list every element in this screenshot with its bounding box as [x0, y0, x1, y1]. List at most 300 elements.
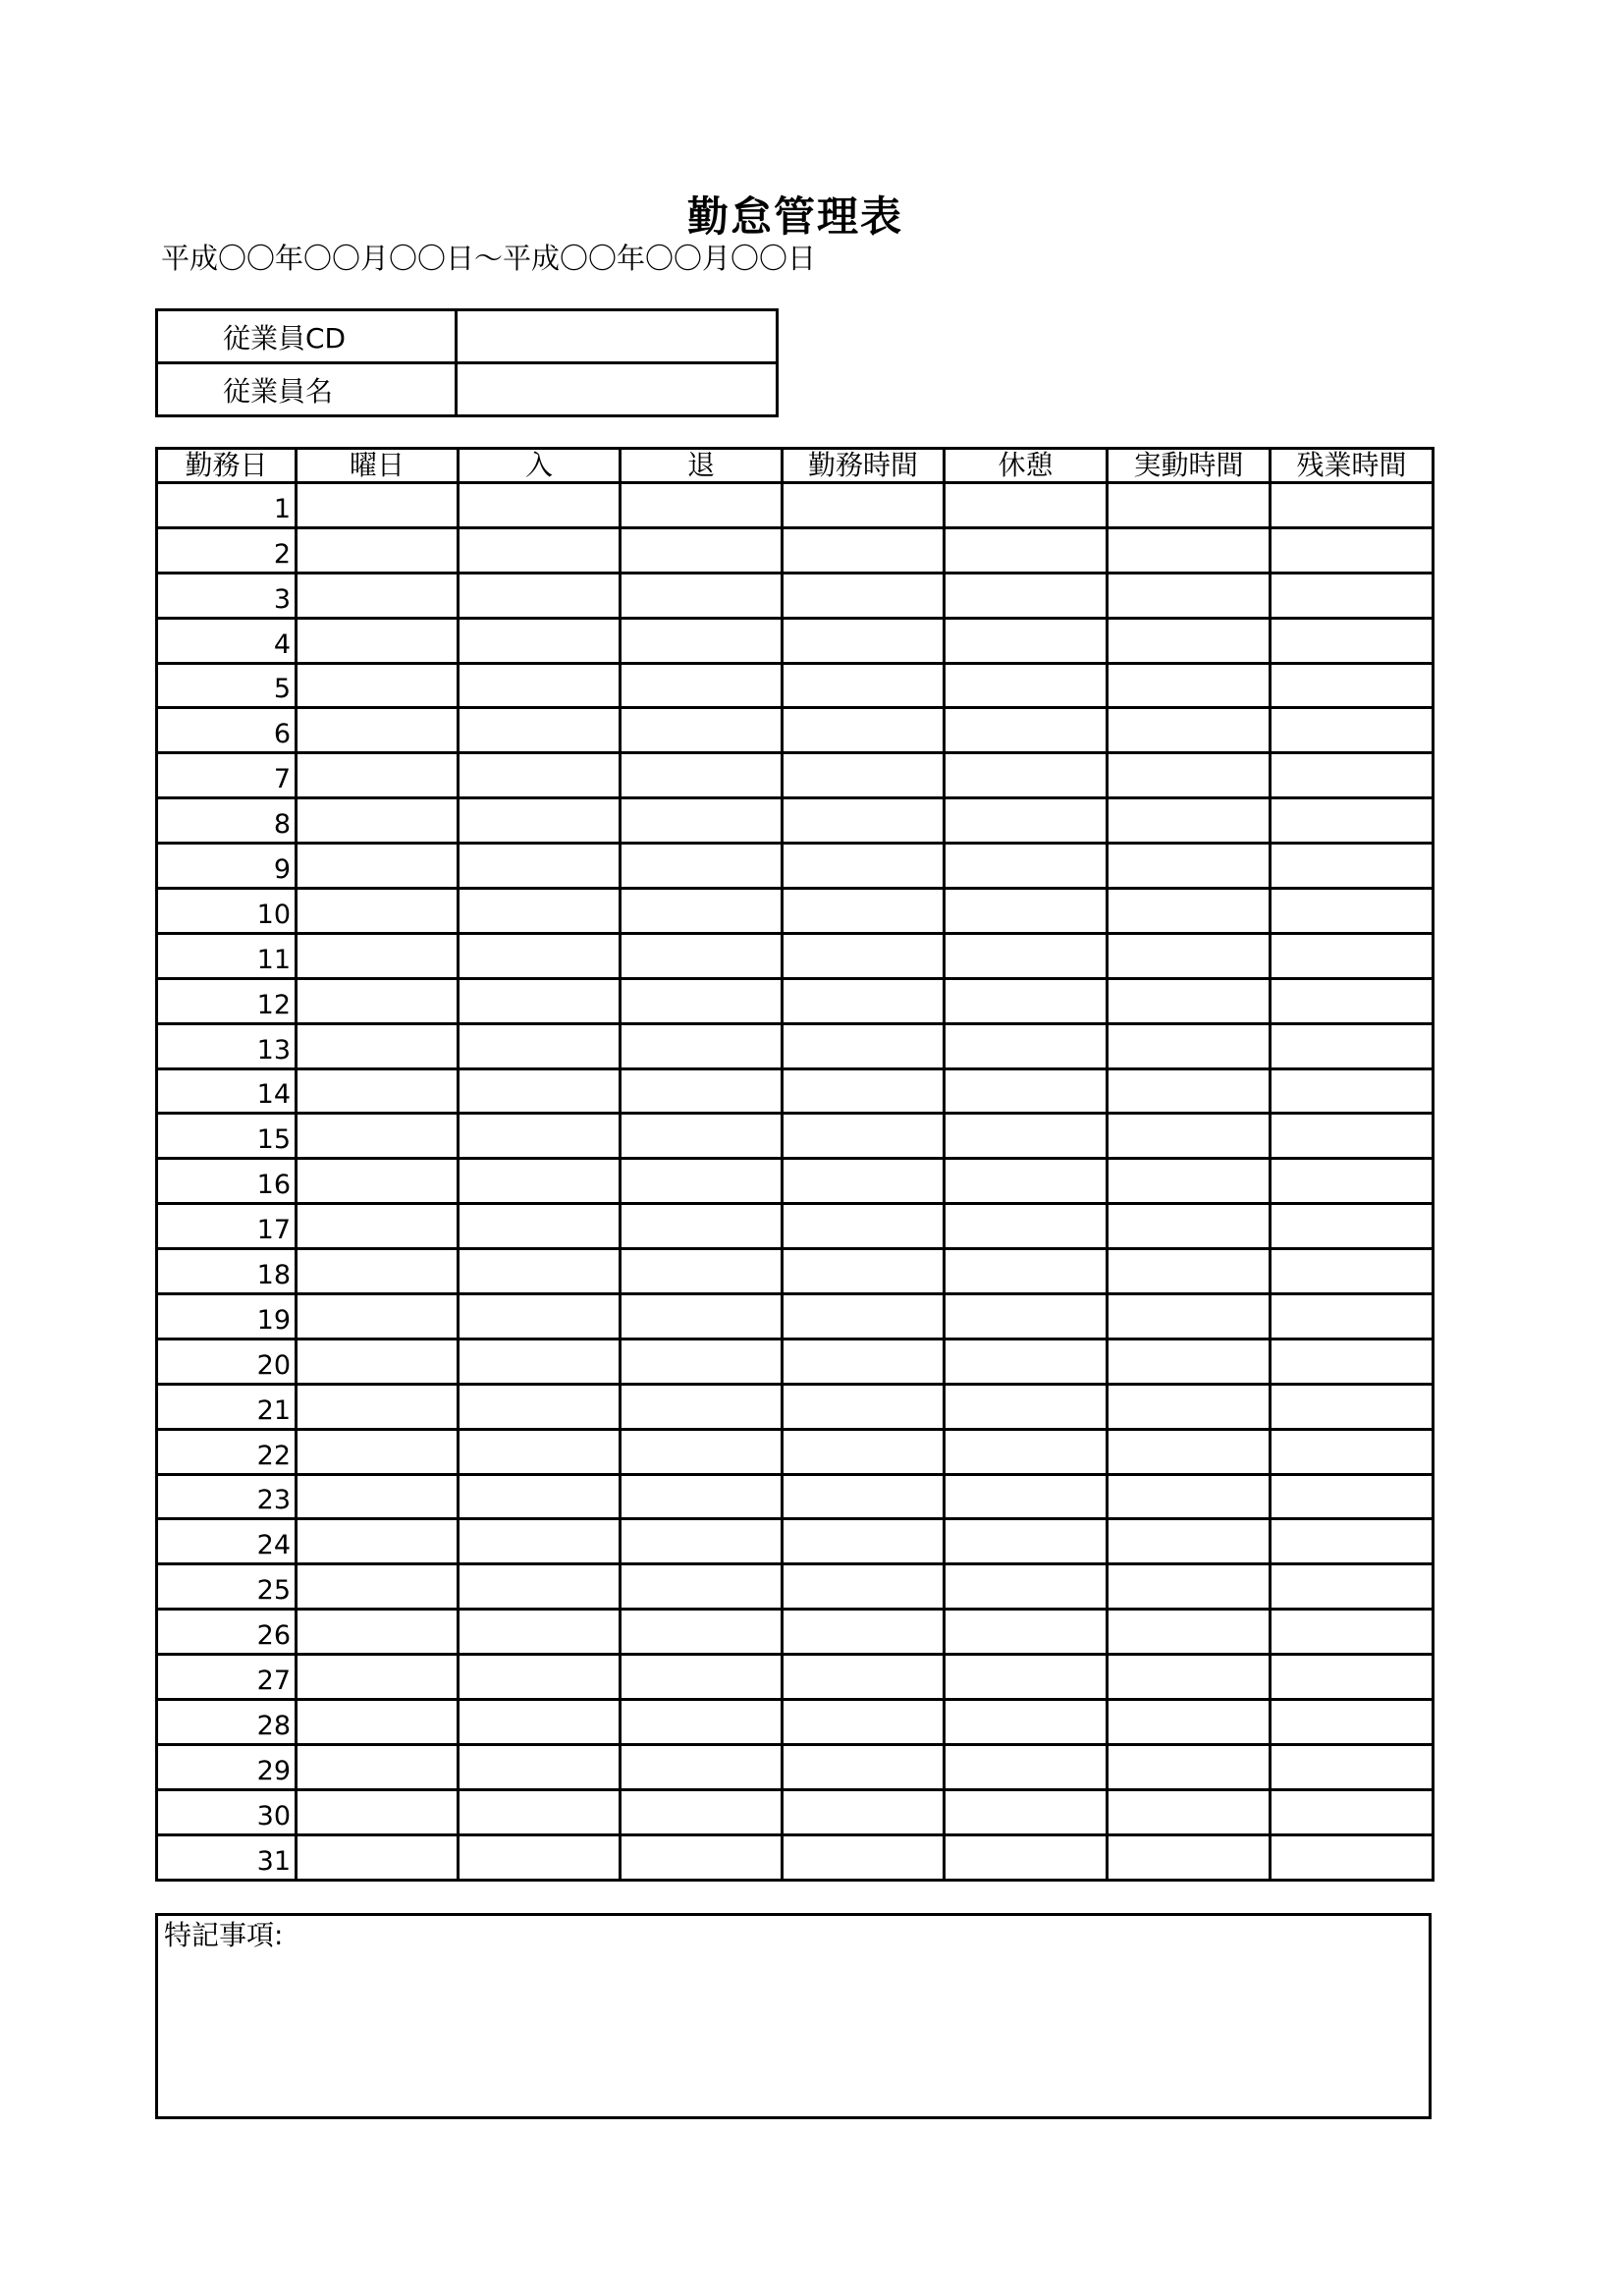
table-row [157, 1384, 1434, 1429]
work-hours-cell[interactable] [783, 1700, 945, 1745]
break-cell[interactable] [945, 663, 1108, 708]
overtime-cell[interactable] [1271, 1204, 1434, 1249]
clock-in-cell[interactable] [459, 933, 621, 978]
work-hours-cell[interactable] [783, 1474, 945, 1519]
day-number-cell: 3 [157, 573, 297, 618]
overtime-cell[interactable] [1271, 708, 1434, 753]
work-hours-cell[interactable] [783, 1384, 945, 1429]
clock-out-cell[interactable] [621, 889, 783, 934]
clock-in-cell[interactable] [459, 1834, 621, 1880]
overtime-cell[interactable] [1271, 573, 1434, 618]
actual-hours-cell[interactable] [1108, 889, 1271, 934]
day-number-cell: 24 [157, 1519, 297, 1564]
clock-out-cell[interactable] [621, 527, 783, 573]
table-row [157, 753, 1434, 798]
clock-in-cell[interactable] [459, 618, 621, 663]
column-header-weekday: 曜日 [297, 449, 459, 483]
weekday-cell[interactable] [297, 1700, 459, 1745]
clock-out-cell[interactable] [621, 1159, 783, 1204]
day-number-cell: 16 [157, 1159, 297, 1204]
actual-hours-cell[interactable] [1108, 618, 1271, 663]
overtime-cell[interactable] [1271, 1114, 1434, 1159]
table-row [157, 1789, 1434, 1834]
work-hours-cell[interactable] [783, 708, 945, 753]
clock-in-cell[interactable] [459, 573, 621, 618]
overtime-cell[interactable] [1271, 1519, 1434, 1564]
overtime-cell[interactable] [1271, 1700, 1434, 1745]
day-number-cell: 5 [157, 663, 297, 708]
weekday-cell[interactable] [297, 1068, 459, 1114]
clock-out-cell[interactable] [621, 573, 783, 618]
break-cell[interactable] [945, 1744, 1108, 1789]
break-cell[interactable] [945, 1700, 1108, 1745]
work-hours-cell[interactable] [783, 1744, 945, 1789]
clock-out-cell[interactable] [621, 1700, 783, 1745]
break-cell[interactable] [945, 1564, 1108, 1610]
actual-hours-cell[interactable] [1108, 933, 1271, 978]
actual-hours-cell[interactable] [1108, 663, 1271, 708]
break-cell[interactable] [945, 1023, 1108, 1068]
weekday-cell[interactable] [297, 1249, 459, 1294]
overtime-cell[interactable] [1271, 1023, 1434, 1068]
overtime-cell[interactable] [1271, 1474, 1434, 1519]
overtime-cell[interactable] [1271, 798, 1434, 844]
day-number-cell: 10 [157, 889, 297, 934]
day-number-cell: 18 [157, 1249, 297, 1294]
table-row [157, 573, 1434, 618]
clock-in-cell[interactable] [459, 1339, 621, 1384]
actual-hours-cell[interactable] [1108, 1384, 1271, 1429]
clock-in-cell[interactable] [459, 1519, 621, 1564]
actual-hours-cell[interactable] [1108, 1789, 1271, 1834]
weekday-cell[interactable] [297, 1610, 459, 1655]
weekday-cell[interactable] [297, 1294, 459, 1339]
day-number-cell: 7 [157, 753, 297, 798]
clock-out-cell[interactable] [621, 1519, 783, 1564]
work-hours-cell[interactable] [783, 978, 945, 1023]
weekday-cell[interactable] [297, 1789, 459, 1834]
clock-in-cell[interactable] [459, 1744, 621, 1789]
overtime-cell[interactable] [1271, 618, 1434, 663]
weekday-cell[interactable] [297, 1023, 459, 1068]
break-cell[interactable] [945, 1068, 1108, 1114]
actual-hours-cell[interactable] [1108, 1249, 1271, 1294]
attendance-table [155, 447, 1435, 1882]
clock-out-cell[interactable] [621, 1294, 783, 1339]
day-number-cell: 4 [157, 618, 297, 663]
actual-hours-cell[interactable] [1108, 1655, 1271, 1700]
table-row [157, 798, 1434, 844]
break-cell[interactable] [945, 1339, 1108, 1384]
actual-hours-cell[interactable] [1108, 573, 1271, 618]
break-cell[interactable] [945, 708, 1108, 753]
work-hours-cell[interactable] [783, 1114, 945, 1159]
employee-name-field[interactable] [457, 363, 778, 416]
clock-in-cell[interactable] [459, 1249, 621, 1294]
weekday-cell[interactable] [297, 1564, 459, 1610]
clock-in-cell[interactable] [459, 1159, 621, 1204]
break-cell[interactable] [945, 1294, 1108, 1339]
work-hours-cell[interactable] [783, 1249, 945, 1294]
actual-hours-cell[interactable] [1108, 978, 1271, 1023]
actual-hours-cell[interactable] [1108, 1700, 1271, 1745]
clock-in-cell[interactable] [459, 1564, 621, 1610]
employee-info-table [155, 308, 779, 417]
table-row [157, 527, 1434, 573]
day-number-cell: 26 [157, 1610, 297, 1655]
actual-hours-cell[interactable] [1108, 1204, 1271, 1249]
column-header-actual-hours: 実動時間 [1108, 449, 1271, 483]
weekday-cell[interactable] [297, 618, 459, 663]
column-header-overtime: 残業時間 [1271, 449, 1434, 483]
overtime-cell[interactable] [1271, 933, 1434, 978]
actual-hours-cell[interactable] [1108, 1114, 1271, 1159]
work-hours-cell[interactable] [783, 1068, 945, 1114]
overtime-cell[interactable] [1271, 889, 1434, 934]
actual-hours-cell[interactable] [1108, 1068, 1271, 1114]
clock-in-cell[interactable] [459, 483, 621, 528]
clock-out-cell[interactable] [621, 1610, 783, 1655]
work-hours-cell[interactable] [783, 798, 945, 844]
break-cell[interactable] [945, 933, 1108, 978]
page-title: 勤怠管理表 [686, 192, 903, 241]
actual-hours-cell[interactable] [1108, 1564, 1271, 1610]
actual-hours-cell[interactable] [1108, 1339, 1271, 1384]
break-cell[interactable] [945, 1114, 1108, 1159]
clock-in-cell[interactable] [459, 1655, 621, 1700]
table-row [157, 1159, 1434, 1204]
overtime-cell[interactable] [1271, 1159, 1434, 1204]
weekday-cell[interactable] [297, 573, 459, 618]
work-hours-cell[interactable] [783, 1519, 945, 1564]
overtime-cell[interactable] [1271, 527, 1434, 573]
weekday-cell[interactable] [297, 527, 459, 573]
overtime-cell[interactable] [1271, 978, 1434, 1023]
clock-in-cell[interactable] [459, 663, 621, 708]
actual-hours-cell[interactable] [1108, 1159, 1271, 1204]
clock-in-cell[interactable] [459, 889, 621, 934]
table-row [157, 1023, 1434, 1068]
employee-name-row [157, 363, 778, 416]
weekday-cell[interactable] [297, 1655, 459, 1700]
work-hours-cell[interactable] [783, 753, 945, 798]
day-number-cell: 19 [157, 1294, 297, 1339]
work-hours-cell[interactable] [783, 1610, 945, 1655]
break-cell[interactable] [945, 844, 1108, 889]
clock-out-cell[interactable] [621, 1789, 783, 1834]
break-cell[interactable] [945, 1204, 1108, 1249]
weekday-cell[interactable] [297, 1519, 459, 1564]
overtime-cell[interactable] [1271, 1610, 1434, 1655]
break-cell[interactable] [945, 1834, 1108, 1880]
weekday-cell[interactable] [297, 1834, 459, 1880]
clock-in-cell[interactable] [459, 798, 621, 844]
break-cell[interactable] [945, 1519, 1108, 1564]
day-number-cell: 21 [157, 1384, 297, 1429]
clock-out-cell[interactable] [621, 618, 783, 663]
table-row [157, 618, 1434, 663]
day-number-cell: 8 [157, 798, 297, 844]
actual-hours-cell[interactable] [1108, 753, 1271, 798]
clock-out-cell[interactable] [621, 753, 783, 798]
weekday-cell[interactable] [297, 483, 459, 528]
work-hours-cell[interactable] [783, 844, 945, 889]
day-number-cell: 23 [157, 1474, 297, 1519]
break-cell[interactable] [945, 1384, 1108, 1429]
table-row [157, 1519, 1434, 1564]
weekday-cell[interactable] [297, 1744, 459, 1789]
clock-in-cell[interactable] [459, 844, 621, 889]
table-row [157, 1700, 1434, 1745]
break-cell[interactable] [945, 753, 1108, 798]
work-hours-cell[interactable] [783, 663, 945, 708]
break-cell[interactable] [945, 573, 1108, 618]
clock-out-cell[interactable] [621, 1204, 783, 1249]
clock-out-cell[interactable] [621, 1744, 783, 1789]
day-number-cell: 9 [157, 844, 297, 889]
day-number-cell: 1 [157, 483, 297, 528]
weekday-cell[interactable] [297, 978, 459, 1023]
table-row [157, 1339, 1434, 1384]
clock-in-cell[interactable] [459, 1114, 621, 1159]
weekday-cell[interactable] [297, 844, 459, 889]
clock-out-cell[interactable] [621, 708, 783, 753]
actual-hours-cell[interactable] [1108, 844, 1271, 889]
overtime-cell[interactable] [1271, 1564, 1434, 1610]
clock-in-cell[interactable] [459, 1023, 621, 1068]
day-number-cell: 25 [157, 1564, 297, 1610]
weekday-cell[interactable] [297, 663, 459, 708]
work-hours-cell[interactable] [783, 573, 945, 618]
overtime-cell[interactable] [1271, 1068, 1434, 1114]
day-number-cell: 22 [157, 1429, 297, 1474]
overtime-cell[interactable] [1271, 1744, 1434, 1789]
work-hours-cell[interactable] [783, 933, 945, 978]
column-header-clock-out: 退 [621, 449, 783, 483]
employee-name-label: 従業員名 [157, 363, 457, 416]
work-hours-cell[interactable] [783, 1339, 945, 1384]
work-hours-cell[interactable] [783, 1564, 945, 1610]
day-number-cell: 14 [157, 1068, 297, 1114]
day-number-cell: 11 [157, 933, 297, 978]
weekday-cell[interactable] [297, 798, 459, 844]
break-cell[interactable] [945, 1610, 1108, 1655]
actual-hours-cell[interactable] [1108, 1023, 1271, 1068]
day-number-cell: 13 [157, 1023, 297, 1068]
break-cell[interactable] [945, 978, 1108, 1023]
table-row [157, 933, 1434, 978]
column-header-work-day: 勤務日 [157, 449, 297, 483]
actual-hours-cell[interactable] [1108, 1834, 1271, 1880]
overtime-cell[interactable] [1271, 483, 1434, 528]
overtime-cell[interactable] [1271, 844, 1434, 889]
work-hours-cell[interactable] [783, 1159, 945, 1204]
clock-out-cell[interactable] [621, 1114, 783, 1159]
break-cell[interactable] [945, 618, 1108, 663]
clock-in-cell[interactable] [459, 1384, 621, 1429]
clock-in-cell[interactable] [459, 753, 621, 798]
overtime-cell[interactable] [1271, 663, 1434, 708]
clock-out-cell[interactable] [621, 1429, 783, 1474]
clock-out-cell[interactable] [621, 1564, 783, 1610]
break-cell[interactable] [945, 889, 1108, 934]
overtime-cell[interactable] [1271, 1834, 1434, 1880]
period-range: 平成〇〇年〇〇月〇〇日～平成〇〇年〇〇月〇〇日 [161, 242, 817, 275]
table-row [157, 889, 1434, 934]
weekday-cell[interactable] [297, 708, 459, 753]
table-row [157, 1564, 1434, 1610]
clock-in-cell[interactable] [459, 1789, 621, 1834]
clock-out-cell[interactable] [621, 1655, 783, 1700]
actual-hours-cell[interactable] [1108, 708, 1271, 753]
overtime-cell[interactable] [1271, 1294, 1434, 1339]
table-row [157, 1114, 1434, 1159]
clock-in-cell[interactable] [459, 1429, 621, 1474]
clock-out-cell[interactable] [621, 798, 783, 844]
work-hours-cell[interactable] [783, 1294, 945, 1339]
clock-out-cell[interactable] [621, 1834, 783, 1880]
work-hours-cell[interactable] [783, 1023, 945, 1068]
day-number-cell: 6 [157, 708, 297, 753]
table-row [157, 1294, 1434, 1339]
break-cell[interactable] [945, 1429, 1108, 1474]
actual-hours-cell[interactable] [1108, 1744, 1271, 1789]
work-hours-cell[interactable] [783, 889, 945, 934]
actual-hours-cell[interactable] [1108, 1519, 1271, 1564]
day-number-cell: 12 [157, 978, 297, 1023]
clock-out-cell[interactable] [621, 483, 783, 528]
day-number-cell: 30 [157, 1789, 297, 1834]
overtime-cell[interactable] [1271, 1249, 1434, 1294]
weekday-cell[interactable] [297, 753, 459, 798]
overtime-cell[interactable] [1271, 1655, 1434, 1700]
day-number-cell: 2 [157, 527, 297, 573]
table-row [157, 663, 1434, 708]
work-hours-cell[interactable] [783, 1204, 945, 1249]
table-row [157, 1610, 1434, 1655]
actual-hours-cell[interactable] [1108, 1610, 1271, 1655]
table-row [157, 1249, 1434, 1294]
clock-in-cell[interactable] [459, 527, 621, 573]
table-row [157, 1068, 1434, 1114]
day-number-cell: 28 [157, 1700, 297, 1745]
clock-in-cell[interactable] [459, 1610, 621, 1655]
actual-hours-cell[interactable] [1108, 483, 1271, 528]
weekday-cell[interactable] [297, 933, 459, 978]
attendance-header-row [157, 449, 1434, 483]
clock-out-cell[interactable] [621, 978, 783, 1023]
special-notes-box[interactable] [155, 1913, 1432, 2119]
break-cell[interactable] [945, 1655, 1108, 1700]
table-row [157, 978, 1434, 1023]
overtime-cell[interactable] [1271, 1429, 1434, 1474]
weekday-cell[interactable] [297, 1339, 459, 1384]
actual-hours-cell[interactable] [1108, 1429, 1271, 1474]
actual-hours-cell[interactable] [1108, 527, 1271, 573]
day-number-cell: 31 [157, 1834, 297, 1880]
clock-out-cell[interactable] [621, 663, 783, 708]
clock-out-cell[interactable] [621, 933, 783, 978]
weekday-cell[interactable] [297, 1429, 459, 1474]
break-cell[interactable] [945, 527, 1108, 573]
table-row [157, 1474, 1434, 1519]
actual-hours-cell[interactable] [1108, 1474, 1271, 1519]
clock-in-cell[interactable] [459, 1068, 621, 1114]
overtime-cell[interactable] [1271, 1384, 1434, 1429]
day-number-cell: 17 [157, 1204, 297, 1249]
work-hours-cell[interactable] [783, 1834, 945, 1880]
clock-in-cell[interactable] [459, 1294, 621, 1339]
weekday-cell[interactable] [297, 1204, 459, 1249]
weekday-cell[interactable] [297, 1384, 459, 1429]
table-row [157, 708, 1434, 753]
column-header-clock-in: 入 [459, 449, 621, 483]
clock-in-cell[interactable] [459, 708, 621, 753]
break-cell[interactable] [945, 1789, 1108, 1834]
table-row [157, 844, 1434, 889]
column-header-work-hours: 勤務時間 [783, 449, 945, 483]
clock-out-cell[interactable] [621, 844, 783, 889]
day-number-cell: 20 [157, 1339, 297, 1384]
weekday-cell[interactable] [297, 1159, 459, 1204]
work-hours-cell[interactable] [783, 618, 945, 663]
column-header-break: 休憩 [945, 449, 1108, 483]
employee-code-field[interactable] [457, 310, 778, 363]
work-hours-cell[interactable] [783, 1429, 945, 1474]
clock-out-cell[interactable] [621, 1068, 783, 1114]
table-row [157, 1655, 1434, 1700]
day-number-cell: 27 [157, 1655, 297, 1700]
work-hours-cell[interactable] [783, 1655, 945, 1700]
special-notes-label: 特記事項: [164, 1919, 284, 1951]
clock-in-cell[interactable] [459, 1700, 621, 1745]
table-row [157, 483, 1434, 528]
clock-out-cell[interactable] [621, 1339, 783, 1384]
break-cell[interactable] [945, 798, 1108, 844]
employee-code-row [157, 310, 778, 363]
table-row [157, 1744, 1434, 1789]
day-number-cell: 15 [157, 1114, 297, 1159]
break-cell[interactable] [945, 483, 1108, 528]
clock-in-cell[interactable] [459, 1204, 621, 1249]
clock-out-cell[interactable] [621, 1249, 783, 1294]
break-cell[interactable] [945, 1474, 1108, 1519]
clock-out-cell[interactable] [621, 1474, 783, 1519]
weekday-cell[interactable] [297, 1114, 459, 1159]
work-hours-cell[interactable] [783, 527, 945, 573]
table-row [157, 1204, 1434, 1249]
day-number-cell: 29 [157, 1744, 297, 1789]
actual-hours-cell[interactable] [1108, 1294, 1271, 1339]
clock-in-cell[interactable] [459, 978, 621, 1023]
clock-out-cell[interactable] [621, 1023, 783, 1068]
clock-in-cell[interactable] [459, 1474, 621, 1519]
work-hours-cell[interactable] [783, 1789, 945, 1834]
actual-hours-cell[interactable] [1108, 798, 1271, 844]
clock-out-cell[interactable] [621, 1384, 783, 1429]
overtime-cell[interactable] [1271, 1789, 1434, 1834]
weekday-cell[interactable] [297, 1474, 459, 1519]
work-hours-cell[interactable] [783, 483, 945, 528]
overtime-cell[interactable] [1271, 1339, 1434, 1384]
break-cell[interactable] [945, 1159, 1108, 1204]
overtime-cell[interactable] [1271, 753, 1434, 798]
weekday-cell[interactable] [297, 889, 459, 934]
table-row [157, 1834, 1434, 1880]
employee-code-label: 従業員CD [157, 310, 457, 363]
break-cell[interactable] [945, 1249, 1108, 1294]
table-row [157, 1429, 1434, 1474]
